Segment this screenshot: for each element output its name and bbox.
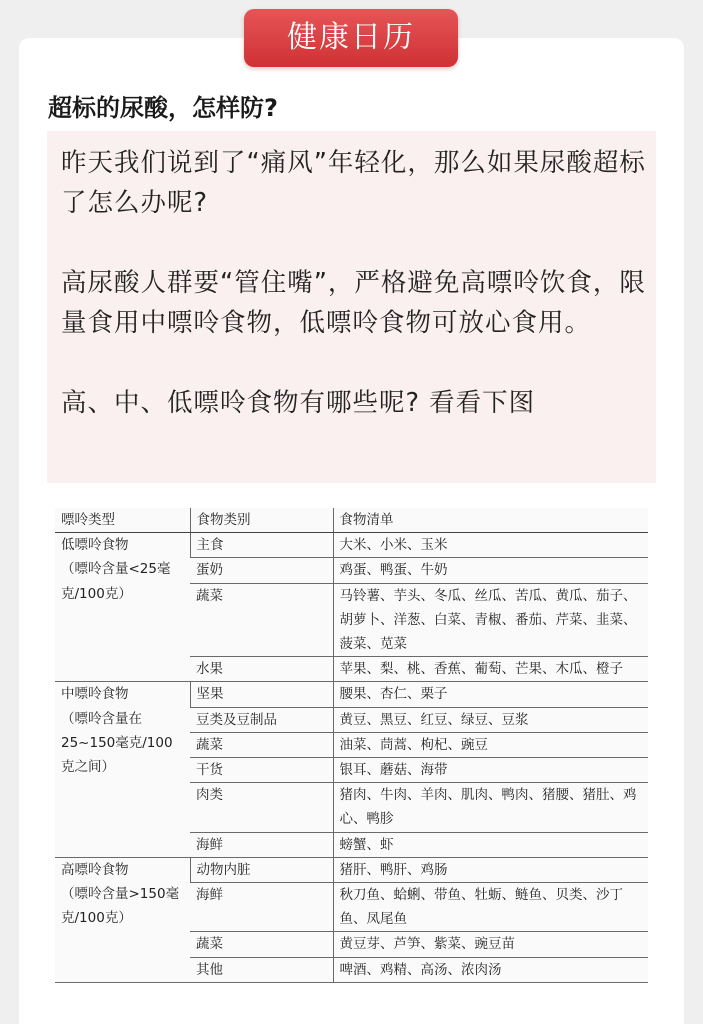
food-category: 豆类及豆制品	[190, 707, 333, 732]
header-food-list: 食物清单	[333, 508, 648, 533]
food-category: 蔬菜	[190, 583, 333, 657]
food-category: 蔬菜	[190, 932, 333, 957]
group-name: 高嘌呤食物	[61, 861, 129, 878]
table-row	[55, 682, 648, 707]
group-name: 低嘌呤食物	[61, 537, 129, 554]
intro-box	[47, 131, 656, 483]
food-category: 干货	[190, 758, 333, 783]
group-name: 中嘌呤食物	[61, 686, 129, 703]
food-list: 油菜、茼蒿、枸杞、豌豆	[333, 732, 648, 757]
food-list: 猪肝、鸭肝、鸡肠	[333, 857, 648, 882]
intro-paragraph: 高、中、低嘌呤食物有哪些呢? 看看下图	[61, 388, 536, 418]
food-list: 啤酒、鸡精、高汤、浓肉汤	[333, 957, 648, 982]
header-purine-type: 嘌呤类型	[55, 508, 190, 533]
food-list: 苹果、梨、桃、香蕉、葡萄、芒果、木瓜、橙子	[333, 657, 648, 682]
food-list: 马铃薯、芋头、冬瓜、丝瓜、苦瓜、黄瓜、茄子、胡萝卜、洋葱、白菜、青椒、番茄、芹菜、韭菜、菠菜、苋菜	[333, 583, 648, 657]
food-category: 主食	[190, 533, 333, 558]
food-list: 银耳、蘑菇、海带	[333, 758, 648, 783]
article-headline: 超标的尿酸，怎样防?	[48, 94, 278, 122]
table-header-row	[55, 508, 648, 533]
header-food-category: 食物类别	[190, 508, 333, 533]
table-row	[55, 857, 648, 882]
health-calendar-badge: 健康日历	[244, 9, 458, 67]
food-category: 蔬菜	[190, 732, 333, 757]
table-row	[55, 533, 648, 558]
food-list: 黄豆、黑豆、红豆、绿豆、豆浆	[333, 707, 648, 732]
intro-paragraph: 高尿酸人群要“管住嘴”，严格避免高嘌呤饮食，限量食用中嘌呤食物，低嘌呤食物可放心食用。	[61, 268, 646, 338]
food-list: 腰果、杏仁、栗子	[333, 682, 648, 707]
food-category: 蛋奶	[190, 558, 333, 583]
food-category: 其他	[190, 957, 333, 982]
intro-paragraph: 昨天我们说到了“痛风”年轻化，那么如果尿酸超标了怎么办呢?	[61, 148, 646, 218]
group-cell-medium	[55, 682, 190, 857]
food-list: 螃蟹、虾	[333, 832, 648, 857]
purine-food-table-image	[55, 508, 648, 983]
purine-food-table	[55, 508, 648, 983]
food-category: 肉类	[190, 783, 333, 832]
group-cell-high	[55, 857, 190, 982]
food-list: 黄豆芽、芦笋、紫菜、豌豆苗	[333, 932, 648, 957]
group-note: （嘌呤含量在25~150毫克/100克之间）	[61, 710, 173, 776]
food-list: 鸡蛋、鸭蛋、牛奶	[333, 558, 648, 583]
food-category: 动物内脏	[190, 857, 333, 882]
food-list: 秋刀鱼、蛤蜊、带鱼、牡蛎、鲢鱼、贝类、沙丁鱼、凤尾鱼	[333, 883, 648, 932]
group-note: （嘌呤含量<25毫克/100克）	[61, 561, 171, 602]
food-list: 猪肉、牛肉、羊肉、肌肉、鸭肉、猪腰、猪肚、鸡心、鸭胗	[333, 783, 648, 832]
food-category: 海鲜	[190, 883, 333, 932]
food-list: 大米、小米、玉米	[333, 533, 648, 558]
group-cell-low	[55, 533, 190, 682]
food-category: 水果	[190, 657, 333, 682]
food-category: 海鲜	[190, 832, 333, 857]
group-note: （嘌呤含量>150毫克/100克）	[61, 886, 180, 927]
food-category: 坚果	[190, 682, 333, 707]
